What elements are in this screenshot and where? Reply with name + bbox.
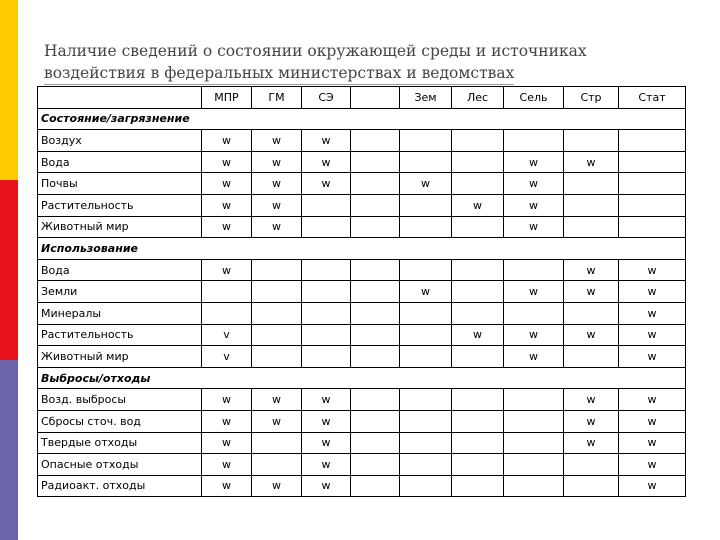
table-cell xyxy=(400,259,452,281)
table-cell xyxy=(452,173,504,195)
table-cell xyxy=(504,130,564,152)
table-cell xyxy=(351,346,400,368)
table-cell xyxy=(400,194,452,216)
table-cell: w xyxy=(619,302,686,324)
table-cell xyxy=(202,302,252,324)
table-cell: w xyxy=(504,194,564,216)
table-cell: w xyxy=(504,173,564,195)
row-label: Животный мир xyxy=(38,346,202,368)
table-row xyxy=(38,346,686,368)
table-cell: w xyxy=(302,389,351,411)
row-label: Вода xyxy=(38,151,202,173)
table-cell: w xyxy=(202,259,252,281)
table-cell xyxy=(619,130,686,152)
section-row xyxy=(38,238,686,260)
table-cell: w xyxy=(202,151,252,173)
table-cell xyxy=(452,454,504,476)
table-cell xyxy=(564,194,619,216)
table-cell xyxy=(302,302,351,324)
table-cell: w xyxy=(252,173,302,195)
table-cell: w xyxy=(302,173,351,195)
table-cell xyxy=(252,259,302,281)
table-cell: w xyxy=(252,389,302,411)
table-cell: w xyxy=(202,454,252,476)
table-cell: w xyxy=(252,194,302,216)
table-cell xyxy=(504,302,564,324)
table-cell: w xyxy=(619,281,686,303)
table-cell xyxy=(351,389,400,411)
table-cell xyxy=(351,259,400,281)
table-cell: w xyxy=(504,151,564,173)
table-cell: w xyxy=(202,410,252,432)
table-row xyxy=(38,454,686,476)
table-cell xyxy=(564,216,619,238)
table-row xyxy=(38,130,686,152)
table-cell: w xyxy=(564,281,619,303)
section-title: Состояние/загрязнение xyxy=(38,108,686,130)
table-cell xyxy=(400,216,452,238)
table-row xyxy=(38,216,686,238)
table-row xyxy=(38,410,686,432)
table-cell xyxy=(302,324,351,346)
row-label: Растительность xyxy=(38,194,202,216)
row-label: Растительность xyxy=(38,324,202,346)
table-cell xyxy=(452,151,504,173)
table-cell: w xyxy=(302,410,351,432)
table-row xyxy=(38,173,686,195)
table-cell xyxy=(452,432,504,454)
column-header: ГМ xyxy=(252,87,302,109)
title-line-2: воздействия в федеральных министерствах и ведомствах xyxy=(44,62,514,85)
table-cell: v xyxy=(202,346,252,368)
table-row xyxy=(38,475,686,497)
table-cell: w xyxy=(302,151,351,173)
header-row xyxy=(38,87,686,109)
row-label: Опасные отходы xyxy=(38,454,202,476)
table-cell: w xyxy=(302,130,351,152)
table-cell: w xyxy=(202,389,252,411)
table-cell xyxy=(302,281,351,303)
table-row xyxy=(38,259,686,281)
header-corner xyxy=(38,87,202,109)
table-cell xyxy=(302,259,351,281)
table-row xyxy=(38,324,686,346)
table-cell xyxy=(452,389,504,411)
row-label: Почвы xyxy=(38,173,202,195)
table-cell: w xyxy=(564,259,619,281)
table-cell: w xyxy=(202,173,252,195)
row-label: Минералы xyxy=(38,302,202,324)
table-cell: v xyxy=(202,324,252,346)
table-cell xyxy=(202,281,252,303)
table-cell: w xyxy=(202,130,252,152)
row-label: Возд. выбросы xyxy=(38,389,202,411)
table-cell: w xyxy=(619,432,686,454)
table-cell xyxy=(400,389,452,411)
table-cell xyxy=(252,454,302,476)
table-cell xyxy=(400,432,452,454)
table-cell: w xyxy=(619,259,686,281)
table-cell xyxy=(302,346,351,368)
table-cell xyxy=(504,259,564,281)
column-header xyxy=(351,87,400,109)
column-header: СЭ xyxy=(302,87,351,109)
table-cell: w xyxy=(504,281,564,303)
table-cell xyxy=(452,475,504,497)
table-cell xyxy=(400,475,452,497)
table-cell: w xyxy=(504,216,564,238)
table-cell xyxy=(504,410,564,432)
table-cell xyxy=(400,130,452,152)
row-label: Земли xyxy=(38,281,202,303)
section-row xyxy=(38,108,686,130)
table-cell: w xyxy=(504,324,564,346)
table-cell xyxy=(452,281,504,303)
table-cell xyxy=(400,151,452,173)
table-cell xyxy=(564,130,619,152)
column-header: Лес xyxy=(452,87,504,109)
table-cell xyxy=(252,302,302,324)
table-row xyxy=(38,389,686,411)
yellow-side-bar xyxy=(0,0,18,180)
table-cell xyxy=(351,281,400,303)
table-cell: w xyxy=(619,324,686,346)
table-cell: w xyxy=(302,475,351,497)
table-cell xyxy=(351,194,400,216)
data-table xyxy=(37,86,686,497)
table-row xyxy=(38,151,686,173)
column-header: Стр xyxy=(564,87,619,109)
table-row xyxy=(38,302,686,324)
table-cell xyxy=(564,475,619,497)
table-cell xyxy=(351,302,400,324)
table-cell xyxy=(564,346,619,368)
table-cell: w xyxy=(564,410,619,432)
table-cell: w xyxy=(302,432,351,454)
table-cell: w xyxy=(452,194,504,216)
table-cell: w xyxy=(252,216,302,238)
table-cell: w xyxy=(202,194,252,216)
table-cell xyxy=(252,281,302,303)
table-cell xyxy=(452,302,504,324)
table-cell xyxy=(400,324,452,346)
table-cell xyxy=(400,454,452,476)
section-row xyxy=(38,367,686,389)
table-cell xyxy=(351,151,400,173)
table-row xyxy=(38,281,686,303)
table-row xyxy=(38,194,686,216)
table-cell: w xyxy=(252,475,302,497)
table-cell xyxy=(351,475,400,497)
table-cell: w xyxy=(202,432,252,454)
table-cell xyxy=(252,346,302,368)
table-cell xyxy=(351,432,400,454)
table-cell xyxy=(452,259,504,281)
table-cell: w xyxy=(619,389,686,411)
slide-title xyxy=(44,40,684,85)
table-cell xyxy=(351,454,400,476)
table-cell xyxy=(504,454,564,476)
table-cell: w xyxy=(400,281,452,303)
table-cell: w xyxy=(619,346,686,368)
table-cell xyxy=(351,324,400,346)
table-cell xyxy=(619,173,686,195)
table-cell xyxy=(351,173,400,195)
table-cell xyxy=(302,194,351,216)
table-cell xyxy=(619,151,686,173)
table-cell: w xyxy=(400,173,452,195)
section-title: Выбросы/отходы xyxy=(38,367,686,389)
table-cell xyxy=(452,130,504,152)
table-cell xyxy=(564,173,619,195)
table-cell xyxy=(452,410,504,432)
table-cell xyxy=(400,410,452,432)
table-cell: w xyxy=(302,454,351,476)
section-title: Использование xyxy=(38,238,686,260)
table-cell: w xyxy=(619,454,686,476)
table-row xyxy=(38,432,686,454)
column-header: Сель xyxy=(504,87,564,109)
table-cell xyxy=(351,410,400,432)
column-header: Зем xyxy=(400,87,452,109)
table-cell: w xyxy=(252,410,302,432)
table-cell: w xyxy=(564,151,619,173)
table-cell xyxy=(619,194,686,216)
red-side-bar xyxy=(0,180,18,360)
table-cell xyxy=(302,216,351,238)
table-cell: w xyxy=(504,346,564,368)
table-cell xyxy=(564,454,619,476)
table-cell xyxy=(504,475,564,497)
table-cell xyxy=(452,216,504,238)
row-label: Воздух xyxy=(38,130,202,152)
row-label: Животный мир xyxy=(38,216,202,238)
table-cell xyxy=(351,216,400,238)
table-cell: w xyxy=(252,151,302,173)
row-label: Сбросы сточ. вод xyxy=(38,410,202,432)
table-cell: w xyxy=(619,475,686,497)
table-cell: w xyxy=(564,389,619,411)
row-label: Вода xyxy=(38,259,202,281)
table-cell: w xyxy=(202,216,252,238)
table-cell xyxy=(452,346,504,368)
row-label: Твердые отходы xyxy=(38,432,202,454)
table-cell: w xyxy=(452,324,504,346)
row-label: Радиоакт. отходы xyxy=(38,475,202,497)
table-cell: w xyxy=(564,324,619,346)
table-cell: w xyxy=(564,432,619,454)
table-cell xyxy=(400,302,452,324)
table-cell xyxy=(619,216,686,238)
table-cell xyxy=(564,302,619,324)
column-header: МПР xyxy=(202,87,252,109)
column-header: Стат xyxy=(619,87,686,109)
table-cell xyxy=(504,432,564,454)
title-line-1: Наличие сведений о состоянии окружающей среды и источниках xyxy=(44,42,587,60)
table-cell: w xyxy=(252,130,302,152)
table-cell: w xyxy=(619,410,686,432)
table-cell xyxy=(252,324,302,346)
table-cell xyxy=(400,346,452,368)
purple-side-bar xyxy=(0,360,18,540)
table-cell: w xyxy=(202,475,252,497)
table-cell xyxy=(351,130,400,152)
table-cell xyxy=(252,432,302,454)
table-cell xyxy=(504,389,564,411)
